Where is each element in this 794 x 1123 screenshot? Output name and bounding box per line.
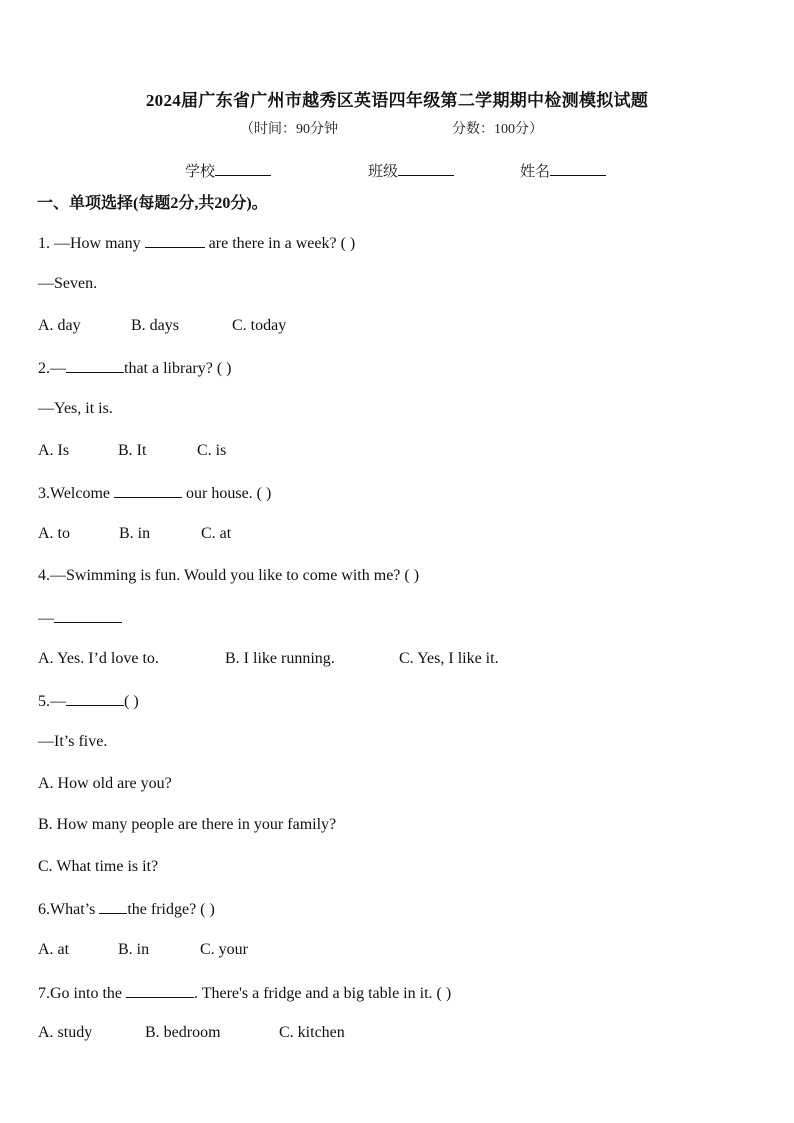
class-field — [368, 160, 454, 181]
school-blank[interactable] — [215, 161, 271, 176]
question-4-blank[interactable] — [54, 608, 122, 623]
option-c[interactable]: C. Yes, I like it. — [399, 650, 499, 667]
question-7-options — [38, 1024, 345, 1042]
name-label: 姓名 — [520, 164, 551, 180]
question-1-pre: 1. —How many — [38, 235, 145, 252]
question-1 — [38, 233, 355, 253]
question-5-blank[interactable] — [66, 691, 124, 706]
question-1-reply: —Seven. — [38, 275, 98, 292]
option-c[interactable]: C. kitchen — [279, 1024, 345, 1041]
question-5-post: ( ) — [124, 693, 139, 710]
question-2-post: that a library? ( ) — [124, 360, 232, 377]
question-7 — [38, 983, 451, 1003]
school-label: 学校 — [185, 164, 216, 180]
question-2-pre: 2.— — [38, 360, 66, 377]
option-a[interactable]: A. Is — [38, 442, 70, 459]
question-4-options — [38, 650, 499, 668]
question-2-blank[interactable] — [66, 358, 124, 373]
question-1-options — [38, 317, 286, 335]
question-4-reply-dash: — — [38, 610, 54, 627]
question-5-reply: —It’s five. — [38, 733, 108, 750]
option-b[interactable]: B. in — [119, 525, 151, 542]
question-7-pre: 7.Go into the — [38, 985, 126, 1002]
page-title: 2024届广东省广州市越秀区英语四年级第二学期期中检测模拟试题 — [145, 91, 649, 110]
option-a[interactable]: A. study — [38, 1024, 93, 1041]
option-b[interactable]: B. days — [131, 317, 179, 334]
question-3-pre: 3.Welcome — [38, 485, 115, 502]
name-blank[interactable] — [550, 161, 606, 176]
question-3-blank[interactable] — [114, 483, 182, 498]
section-title: 一、单项选择(每题2分,共20分)。 — [37, 195, 268, 212]
question-5-option-c[interactable]: C. What time is it? — [38, 858, 159, 875]
question-5 — [38, 691, 139, 711]
question-7-post: . There's a fridge and a big table in it. ( ) — [194, 985, 452, 1002]
question-6-post: the fridge? ( ) — [127, 901, 215, 918]
question-3-options — [38, 525, 231, 543]
question-5-option-b[interactable]: B. How many people are there in your family? — [38, 816, 337, 833]
exam-score: 分数：100分） — [452, 122, 543, 137]
question-2-options — [38, 442, 226, 460]
option-b[interactable]: B. bedroom — [145, 1024, 221, 1041]
option-c[interactable]: C. is — [197, 442, 227, 459]
question-4-reply — [38, 608, 122, 628]
question-6-pre: 6.What’s — [38, 901, 100, 918]
option-b[interactable]: B. I like running. — [225, 650, 335, 667]
option-c[interactable]: C. at — [201, 525, 232, 542]
option-c[interactable]: C. your — [200, 941, 248, 958]
school-field — [185, 160, 271, 181]
question-4: 4.—Swimming is fun. Would you like to come with me? ( ) — [38, 567, 420, 584]
question-3-post: our house. ( ) — [182, 485, 272, 502]
question-5-option-a[interactable]: A. How old are you? — [38, 775, 172, 792]
option-a[interactable]: A. Yes. I’d love to. — [38, 650, 159, 667]
class-label: 班级 — [368, 164, 399, 180]
question-6-options — [38, 941, 248, 959]
class-blank[interactable] — [398, 161, 454, 176]
question-6-blank[interactable] — [99, 899, 127, 914]
option-c[interactable]: C. today — [232, 317, 287, 334]
question-5-pre: 5.— — [38, 693, 66, 710]
question-1-post: are there in a week? ( ) — [204, 235, 356, 252]
name-field — [520, 160, 606, 181]
option-b[interactable]: B. It — [118, 442, 147, 459]
question-3 — [38, 483, 271, 503]
question-2-reply: —Yes, it is. — [38, 400, 113, 417]
exam-time: （时间：90分钟 — [240, 122, 338, 137]
question-1-blank[interactable] — [145, 233, 205, 248]
question-2 — [38, 358, 232, 378]
option-a[interactable]: A. day — [38, 317, 81, 334]
option-b[interactable]: B. in — [118, 941, 150, 958]
option-a[interactable]: A. to — [38, 525, 70, 542]
question-7-blank[interactable] — [126, 983, 194, 998]
question-6 — [38, 899, 215, 919]
option-a[interactable]: A. at — [38, 941, 70, 958]
